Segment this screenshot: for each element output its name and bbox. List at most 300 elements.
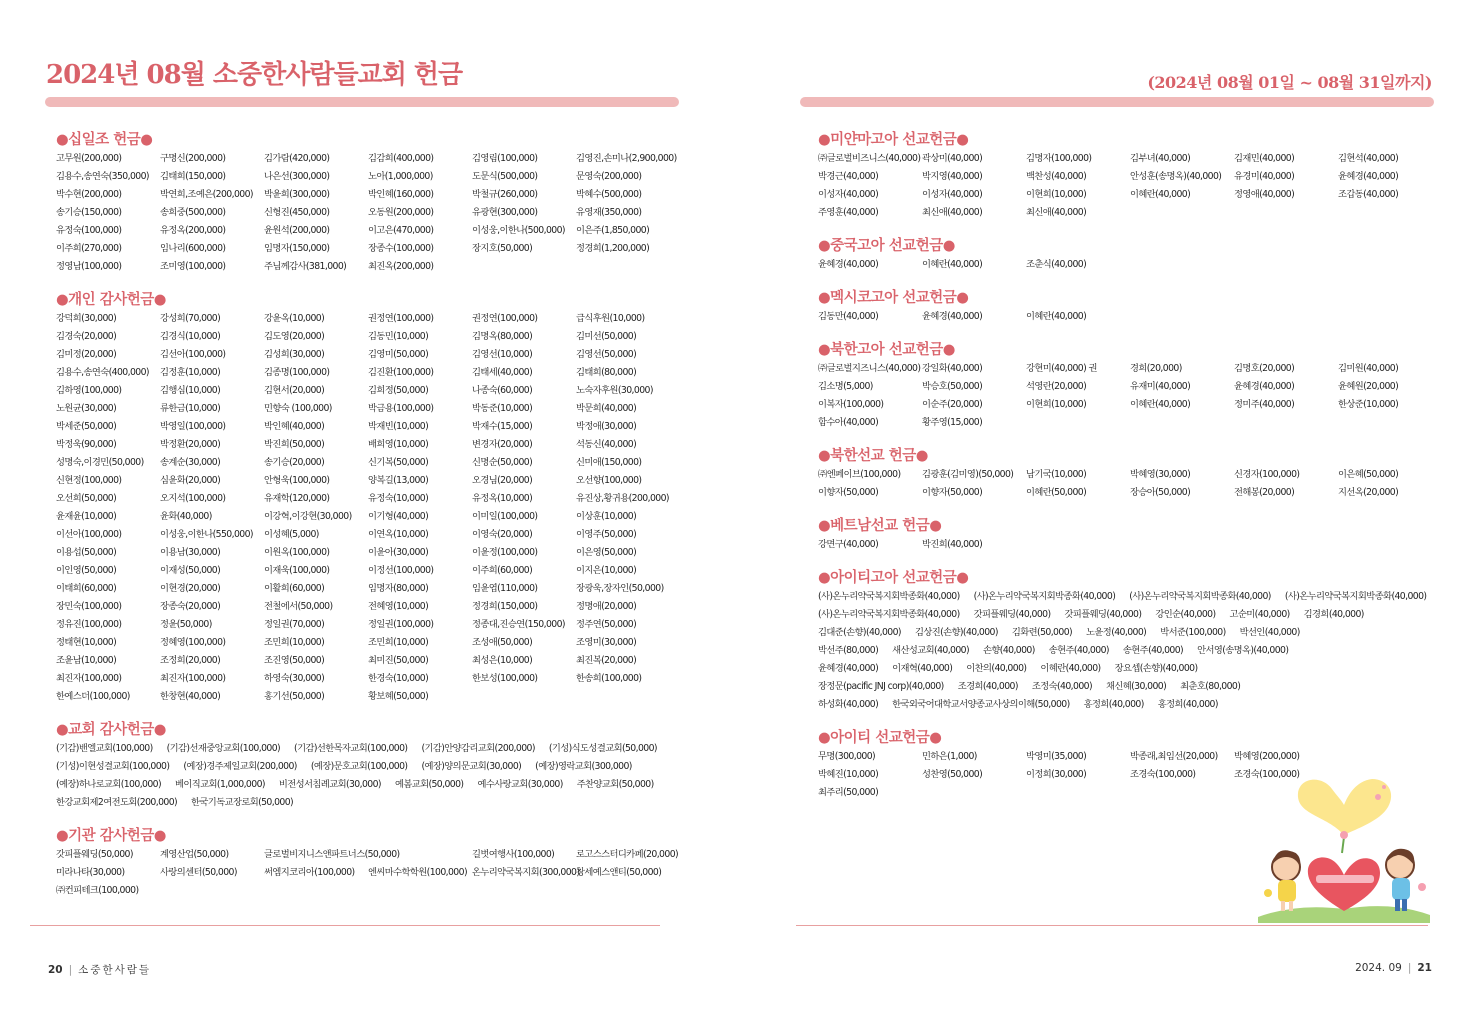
donor-entry: 박진희(50,000)	[264, 439, 325, 450]
donor-entry: 장종수(100,000)	[368, 243, 434, 254]
donor-entry: 신현정(100,000)	[56, 475, 122, 486]
donor-entry: 윤원석(200,000)	[264, 225, 330, 236]
donor-entry: 김현석(40,000)	[1338, 153, 1399, 164]
donor-entry: 장민숙(100,000)	[56, 601, 122, 612]
donor-row	[56, 310, 696, 328]
donor-entry: 윤혜경(40,000)	[1234, 381, 1295, 392]
donor-entry: 정일권(100,000)	[368, 619, 434, 630]
donor-entry: 김소명(5,000)	[818, 381, 873, 392]
donor-entry: 김대준(손향)(40,000)	[818, 627, 901, 638]
donor-entry: 조민희(10,000)	[368, 637, 429, 648]
donor-entry: 새산성교회(40,000)	[892, 645, 970, 656]
donor-entry: 갓피플웨딩(40,000)	[1064, 609, 1142, 620]
donor-entry: 강인순(40,000)	[1155, 609, 1216, 620]
donor-entry: 유재학(120,000)	[264, 493, 330, 504]
section-title: ●개인 감사헌금●	[56, 292, 166, 308]
donor-entry: 김영선(10,000)	[472, 349, 533, 360]
donor-entry: 갓피플웨딩(50,000)	[56, 849, 133, 860]
donor-entry: 이혜란(40,000)	[1130, 399, 1191, 410]
donor-entry: 박연희,조예은(200,000)	[160, 189, 253, 200]
donor-entry: 김미원(40,000)	[1338, 363, 1399, 374]
donor-row	[56, 864, 696, 882]
donor-entry: 김동민(10,000)	[368, 331, 429, 342]
donor-entry: (기성)이현성결교회(100,000)	[56, 761, 170, 772]
donor-entry: 백찬성(40,000)	[1026, 171, 1087, 182]
donor-row	[818, 308, 1438, 326]
donor-entry: 박선주(80,000)	[818, 645, 879, 656]
donor-entry: 지선옥(20,000)	[1338, 487, 1399, 498]
footer-separator: |	[1407, 962, 1412, 974]
donor-entry: 이혜란(50,000)	[1026, 487, 1087, 498]
donor-entry: 조경숙(100,000)	[1130, 769, 1196, 780]
donor-entry: 정경희(150,000)	[472, 601, 538, 612]
donor-entry: 한보성(100,000)	[472, 673, 538, 684]
donor-list	[818, 150, 1438, 222]
donor-entry: (기감)안양감리교회(200,000)	[421, 743, 535, 754]
donor-entry: 오선향(100,000)	[576, 475, 642, 486]
donor-entry: 윤혜경(40,000)	[922, 311, 983, 322]
flower	[1264, 889, 1272, 897]
donor-entry: 채신혜(30,000)	[1106, 681, 1167, 692]
donor-entry: 이현경(20,000)	[160, 583, 221, 594]
donor-entry: 송희중(500,000)	[160, 207, 226, 218]
donor-entry: 김용수,송연숙(350,000)	[56, 171, 149, 182]
donor-entry: 이성웅,이한나(550,000)	[160, 529, 253, 540]
donor-entry: 장승아(50,000)	[1130, 487, 1191, 498]
donor-entry: (사)온누리약국복지회박종화(40,000)	[1129, 591, 1271, 602]
donor-entry: 김가람(420,000)	[264, 153, 330, 164]
donor-entry: 심윤화(20,000)	[160, 475, 221, 486]
donor-row	[818, 414, 1438, 432]
donor-entry: 정윤(50,000)	[160, 619, 212, 630]
donor-entry: 신미애(150,000)	[576, 457, 642, 468]
donor-entry: 급식후원(10,000)	[576, 313, 645, 324]
donor-entry: 박재빈(10,000)	[368, 421, 429, 432]
donor-entry: 김동만(40,000)	[818, 311, 879, 322]
donor-entry: 유정옥(200,000)	[160, 225, 226, 236]
donor-entry: 윤혜경(40,000)	[1338, 171, 1399, 182]
donor-entry: 이영숙(20,000)	[472, 529, 533, 540]
donor-entry: 윤혜원(20,000)	[1338, 381, 1399, 392]
donor-entry: 황보혜(50,000)	[368, 691, 429, 702]
donor-row	[56, 454, 696, 472]
donor-entry: 이복자(100,000)	[818, 399, 884, 410]
donor-entry: 한창현(40,000)	[160, 691, 221, 702]
donor-entry: 유경미(40,000)	[1234, 171, 1295, 182]
boy-body	[1392, 878, 1410, 900]
donor-entry: 오지석(100,000)	[160, 493, 226, 504]
offering-section	[818, 340, 1438, 432]
donor-entry: ㈜컨피테크(100,000)	[56, 885, 139, 896]
left-page-column	[56, 130, 696, 914]
offering-section	[56, 826, 696, 900]
donor-entry: 정명애(20,000)	[576, 601, 637, 612]
donor-entry: 정태현(10,000)	[56, 637, 117, 648]
donor-entry: 조영미(30,000)	[576, 637, 637, 648]
donor-entry: 김성희(30,000)	[264, 349, 325, 360]
offering-section	[56, 720, 696, 812]
donor-entry: 김정훈(10,000)	[160, 367, 221, 378]
heart-ribbon	[1316, 875, 1374, 883]
donor-entry: 박문희(40,000)	[576, 403, 637, 414]
donor-entry: 박경근(40,000)	[818, 171, 879, 182]
donor-entry: 김미선(50,000)	[576, 331, 637, 342]
donor-row	[56, 634, 696, 652]
section-title: ●십일조 헌금●	[56, 132, 153, 148]
donor-entry: (사)온누리약국복지회박종화(40,000)	[818, 591, 960, 602]
donor-entry: 이태희(60,000)	[56, 583, 117, 594]
donor-entry: 갓피플웨딩(40,000)	[973, 609, 1051, 620]
donor-entry: 글로벌비지니스앤파트너스(50,000)	[264, 849, 400, 860]
donor-row	[818, 378, 1438, 396]
donor-entry: 박세준(50,000)	[56, 421, 117, 432]
donor-entry: 주영훈(40,000)	[818, 207, 879, 218]
donor-entry: 함수아(40,000)	[818, 417, 879, 428]
donor-row	[56, 222, 696, 240]
donor-entry: (기감)선재중앙교회(100,000)	[166, 743, 281, 754]
donor-entry: 안서영(송명옥)(40,000)	[1197, 645, 1289, 656]
donor-entry: 한송희(100,000)	[576, 673, 642, 684]
donor-row	[56, 508, 696, 526]
donor-entry: 이혜란(40,000)	[1040, 663, 1101, 674]
donor-entry: 온누리약국복지회(300,000)	[472, 867, 580, 878]
donor-entry: 이용섭(50,000)	[56, 547, 117, 558]
donor-entry: 로고스스터디카페(20,000)	[576, 849, 679, 860]
donor-row	[818, 678, 1438, 696]
donor-entry: 조정희(20,000)	[160, 655, 221, 666]
donor-entry: 신기복(50,000)	[368, 457, 429, 468]
donor-entry: 박수현(200,000)	[56, 189, 122, 200]
donor-entry: 한강교회제2여전도회(200,000)	[56, 797, 178, 808]
donor-entry: 유재미(40,000)	[1130, 381, 1191, 392]
donor-row	[56, 758, 696, 776]
donor-entry: 최진자(100,000)	[56, 673, 122, 684]
donor-entry: 이미일(100,000)	[472, 511, 538, 522]
girl-leg	[1281, 901, 1285, 911]
donor-row	[56, 740, 696, 758]
donor-entry: 비전성서침례교회(30,000)	[278, 779, 381, 790]
donor-entry: (사)온누리약국복지회박종화(40,000)	[1284, 591, 1427, 602]
donor-entry: 김감희(400,000)	[368, 153, 434, 164]
donor-row	[56, 382, 696, 400]
donor-row	[818, 256, 1438, 274]
donor-entry: 조성애(50,000)	[472, 637, 533, 648]
donor-entry: 이정희(30,000)	[1026, 769, 1087, 780]
donor-entry: ㈜엔페이브(100,000)	[818, 469, 901, 480]
donor-row	[818, 536, 1438, 554]
footer-right	[1355, 962, 1432, 974]
donor-entry: 고무원(200,000)	[56, 153, 122, 164]
donor-list	[818, 256, 1438, 274]
donor-row	[56, 544, 696, 562]
donor-row	[56, 616, 696, 634]
donor-row	[818, 606, 1438, 624]
donor-entry: 권정연(100,000)	[472, 313, 538, 324]
donor-entry: 김영미(50,000)	[368, 349, 429, 360]
donor-entry: 박동준(10,000)	[472, 403, 533, 414]
donor-entry: 박금용(100,000)	[368, 403, 434, 414]
donor-entry: 김광훈(김미영)(50,000)	[922, 469, 1014, 480]
donor-row	[56, 846, 696, 864]
donor-entry: 강윤옥(10,000)	[264, 313, 325, 324]
donor-entry: 이성자(40,000)	[922, 189, 983, 200]
donor-row	[818, 204, 1438, 222]
donor-list	[818, 360, 1438, 432]
donor-entry: 한상준(10,000)	[1338, 399, 1399, 410]
donor-entry: 김현서(20,000)	[264, 385, 325, 396]
donor-entry: 김화련(50,000)	[1011, 627, 1073, 638]
donor-entry: 송현주(40,000)	[1048, 645, 1109, 656]
donor-entry: 정영남(100,000)	[56, 261, 122, 272]
donor-entry: 이재혁(40,000)	[892, 663, 953, 674]
donor-entry: 김종명(100,000)	[264, 367, 330, 378]
footer-divider-right	[796, 925, 1428, 926]
donor-entry: 하영숙(30,000)	[264, 673, 325, 684]
donor-entry: 박진희(40,000)	[922, 539, 983, 550]
donor-entry: 유광현(300,000)	[472, 207, 538, 218]
yellow-heart-glow	[1298, 779, 1391, 835]
donor-entry: 장지호(50,000)	[472, 243, 533, 254]
donor-row	[56, 258, 696, 276]
donor-entry: 박윤희(300,000)	[264, 189, 330, 200]
donor-entry: 김경숙(20,000)	[56, 331, 117, 342]
donor-entry: 나종숙(60,000)	[472, 385, 533, 396]
donor-entry: 이재성(50,000)	[160, 565, 221, 576]
donor-entry: 주님께감사(381,000)	[264, 261, 347, 272]
donor-entry: 박선인(40,000)	[1239, 627, 1300, 638]
page-title: 2024년 08월 소중한사람들교회 헌금	[46, 60, 463, 90]
donor-entry: 이은주(1,850,000)	[576, 225, 650, 236]
donor-entry: ㈜글로벌비즈니스(40,000)	[818, 153, 921, 164]
donor-entry: 박인혜(40,000)	[264, 421, 325, 432]
donor-entry: (예장)문호교회(100,000)	[310, 761, 408, 772]
donor-entry: 박철규(260,000)	[472, 189, 538, 200]
donor-entry: (예장)영락교회(300,000)	[535, 761, 632, 772]
donor-entry: 박혜진(10,000)	[818, 769, 879, 780]
donor-entry: 이지은(10,000)	[576, 565, 637, 576]
donor-entry: 이연옥(10,000)	[368, 529, 429, 540]
donor-entry: 이윤정(100,000)	[472, 547, 538, 558]
donor-row	[56, 794, 696, 812]
section-title: ●베트남선교 헌금●	[818, 518, 942, 534]
donor-entry: 김행심(10,000)	[160, 385, 221, 396]
donor-entry: 김명옥(80,000)	[472, 331, 533, 342]
donor-row	[56, 580, 696, 598]
donor-entry: 이현희(10,000)	[1026, 189, 1087, 200]
section-title: ●교회 감사헌금●	[56, 722, 166, 738]
donor-entry: 이상훈(10,000)	[576, 511, 637, 522]
donor-entry: 이선아(100,000)	[56, 529, 122, 540]
donor-entry: 이현희(10,000)	[1026, 399, 1087, 410]
footer-divider-left	[30, 925, 660, 926]
boy-leg	[1395, 899, 1400, 911]
donor-row	[56, 882, 696, 900]
donor-row	[56, 776, 696, 794]
offering-section	[818, 236, 1438, 274]
donor-entry: 써엠지코리아(100,000)	[264, 867, 355, 878]
offering-section	[818, 568, 1438, 714]
flower	[1418, 883, 1426, 891]
donor-entry: 김진환(100,000)	[368, 367, 434, 378]
donor-entry: 석동신(40,000)	[576, 439, 637, 450]
donor-entry: 정영애(40,000)	[1234, 189, 1295, 200]
section-title: ●북한고아 선교헌금●	[818, 342, 955, 358]
donor-entry: 예수사랑교회(30,000)	[477, 779, 563, 790]
title-underline-right	[800, 97, 1434, 107]
donor-row	[56, 472, 696, 490]
donor-entry: 민하은(1,000)	[922, 751, 977, 762]
donor-entry: 강덕희(30,000)	[56, 313, 117, 324]
donor-entry: 이주희(60,000)	[472, 565, 533, 576]
donor-row	[818, 150, 1438, 168]
donor-entry: 조미영(100,000)	[160, 261, 226, 272]
offering-section	[818, 446, 1438, 502]
donor-row	[56, 186, 696, 204]
donor-row	[56, 526, 696, 544]
donor-entry: 송계순(30,000)	[160, 457, 221, 468]
section-title: ●기관 감사헌금●	[56, 828, 166, 844]
donor-entry: 이주희(270,000)	[56, 243, 122, 254]
donor-entry: 성찬영(50,000)	[922, 769, 983, 780]
donor-entry: 최주리(50,000)	[818, 787, 879, 798]
donor-entry: 김상진(손향)(40,000)	[914, 627, 998, 638]
donor-list	[56, 310, 696, 706]
donor-entry: 김경희(40,000)	[1303, 609, 1364, 620]
donor-entry: 신경자(100,000)	[1234, 469, 1300, 480]
donor-entry: 양복길(13,000)	[368, 475, 429, 486]
donor-row	[818, 696, 1438, 714]
donor-entry: 노원균(30,000)	[56, 403, 117, 414]
donor-entry: 신명순(50,000)	[472, 457, 533, 468]
heart-sparkle	[1375, 794, 1381, 800]
heart-sparkle	[1382, 785, 1386, 789]
donor-entry: 이은영(50,000)	[576, 547, 637, 558]
donor-list	[818, 308, 1438, 326]
donor-entry: 박서준(100,000)	[1160, 627, 1226, 638]
donor-entry: 최성은(10,000)	[472, 655, 533, 666]
section-title: ●멕시코고아 선교헌금●	[818, 290, 969, 306]
donor-entry: 임윤엽(110,000)	[472, 583, 538, 594]
donor-entry: 박재수(15,000)	[472, 421, 533, 432]
donor-list	[56, 740, 696, 812]
donor-entry: 정종대,진승연(150,000)	[472, 619, 565, 630]
donor-entry: 최진자(100,000)	[160, 673, 226, 684]
donor-row	[56, 400, 696, 418]
donor-row	[56, 598, 696, 616]
girl-leg	[1289, 901, 1293, 911]
donor-entry: 김선아(100,000)	[160, 349, 226, 360]
donor-entry: 강성희(70,000)	[160, 313, 221, 324]
donor-entry: 배희영(10,000)	[368, 439, 429, 450]
donor-entry: 박혜영(30,000)	[1130, 469, 1191, 480]
offering-section	[818, 130, 1438, 222]
donor-row	[818, 624, 1438, 642]
donor-entry: 윤재윤(10,000)	[56, 511, 117, 522]
donor-entry: 최춘호(80,000)	[1180, 681, 1241, 692]
donor-row	[56, 652, 696, 670]
donor-entry: 권정연(100,000)	[368, 313, 434, 324]
donor-entry: 무명(300,000)	[818, 751, 876, 762]
donor-entry: (사)온누리약국복지회박종화(40,000)	[973, 591, 1116, 602]
donor-entry: 최진옥(200,000)	[368, 261, 434, 272]
donor-list	[818, 536, 1438, 554]
donor-entry: 김부녀(40,000)	[1130, 153, 1191, 164]
donor-entry: 성명숙,이경민(50,000)	[56, 457, 144, 468]
donor-entry: 임명자(80,000)	[368, 583, 429, 594]
donor-row	[818, 588, 1438, 606]
donor-entry: 조경숙(100,000)	[1234, 769, 1300, 780]
donor-entry: (사)온누리약국복지회박종화(40,000)	[818, 609, 960, 620]
donor-entry: 이재욱(100,000)	[264, 565, 330, 576]
donor-row	[56, 418, 696, 436]
donor-entry: 홍정희(40,000)	[1083, 699, 1144, 710]
donor-row	[818, 186, 1438, 204]
donor-entry: 송현주(40,000)	[1122, 645, 1184, 656]
donor-entry: 이향자(50,000)	[922, 487, 983, 498]
donor-entry: 이혜란(40,000)	[1026, 311, 1087, 322]
donor-entry: (기성)식도성결교회(50,000)	[548, 743, 657, 754]
donor-row	[56, 346, 696, 364]
donor-entry: 박혜영(200,000)	[1234, 751, 1300, 762]
issue-date: 2024. 09	[1355, 962, 1402, 974]
donor-entry: 전혜영(10,000)	[368, 601, 429, 612]
donor-entry: 윤혜경(40,000)	[818, 663, 879, 674]
donor-list	[818, 588, 1438, 714]
donor-entry: (기감)밴엘교회(100,000)	[56, 743, 153, 754]
donor-entry: 홍정희(40,000)	[1157, 699, 1218, 710]
offering-section	[818, 516, 1438, 554]
donor-entry: 홍기선(50,000)	[264, 691, 325, 702]
donor-entry: 미라나타(30,000)	[56, 867, 125, 878]
heart-kids-illustration	[1256, 775, 1432, 923]
donor-entry: 최미진(50,000)	[368, 655, 429, 666]
flower-stem	[1342, 837, 1344, 853]
donor-entry: 송기승(20,000)	[264, 457, 325, 468]
donor-entry: 김명자(100,000)	[1026, 153, 1092, 164]
offering-section	[56, 290, 696, 706]
donor-entry: 최신애(40,000)	[922, 207, 983, 218]
donor-row	[56, 328, 696, 346]
donor-entry: 조민희(10,000)	[264, 637, 325, 648]
donor-entry: 김태희(150,000)	[160, 171, 226, 182]
donor-entry: 전해봉(20,000)	[1234, 487, 1295, 498]
page-number-left: 20	[48, 964, 63, 976]
donor-entry: 이성웅,이한나(500,000)	[472, 225, 565, 236]
donor-entry: (기감)선한목자교회(100,000)	[294, 743, 408, 754]
donor-entry: (예장)경주제일교회(200,000)	[183, 761, 297, 772]
donor-entry: 구명신(200,000)	[160, 153, 226, 164]
donor-list	[56, 150, 696, 276]
donor-entry: 유진상,황귀용(200,000)	[576, 493, 669, 504]
donor-entry: 길벗여행사(100,000)	[472, 849, 555, 860]
donor-entry: (예장)양의문교회(30,000)	[421, 761, 522, 772]
donor-row	[818, 642, 1438, 660]
donor-entry: 김희정(50,000)	[368, 385, 429, 396]
donor-entry: 장정문(pacific JNJ corp)(40,000)	[818, 681, 944, 692]
donor-row	[818, 168, 1438, 186]
donor-entry: 김하영(100,000)	[56, 385, 122, 396]
donor-entry: 박정환(20,000)	[160, 439, 221, 450]
donor-entry: 이인영(50,000)	[56, 565, 117, 576]
donor-entry: 김명호(20,000)	[1234, 363, 1295, 374]
donor-entry: 손향(40,000)	[983, 645, 1035, 656]
donor-entry: 강일화(40,000)	[922, 363, 983, 374]
donor-entry: 임명자(150,000)	[264, 243, 330, 254]
donor-entry: 박영일(100,000)	[160, 421, 226, 432]
donor-entry: 남기국(10,000)	[1026, 469, 1087, 480]
donor-entry: 류한금(10,000)	[160, 403, 221, 414]
date-range: (2024년 08월 01일 ~ 08월 31일까지)	[1147, 73, 1432, 92]
